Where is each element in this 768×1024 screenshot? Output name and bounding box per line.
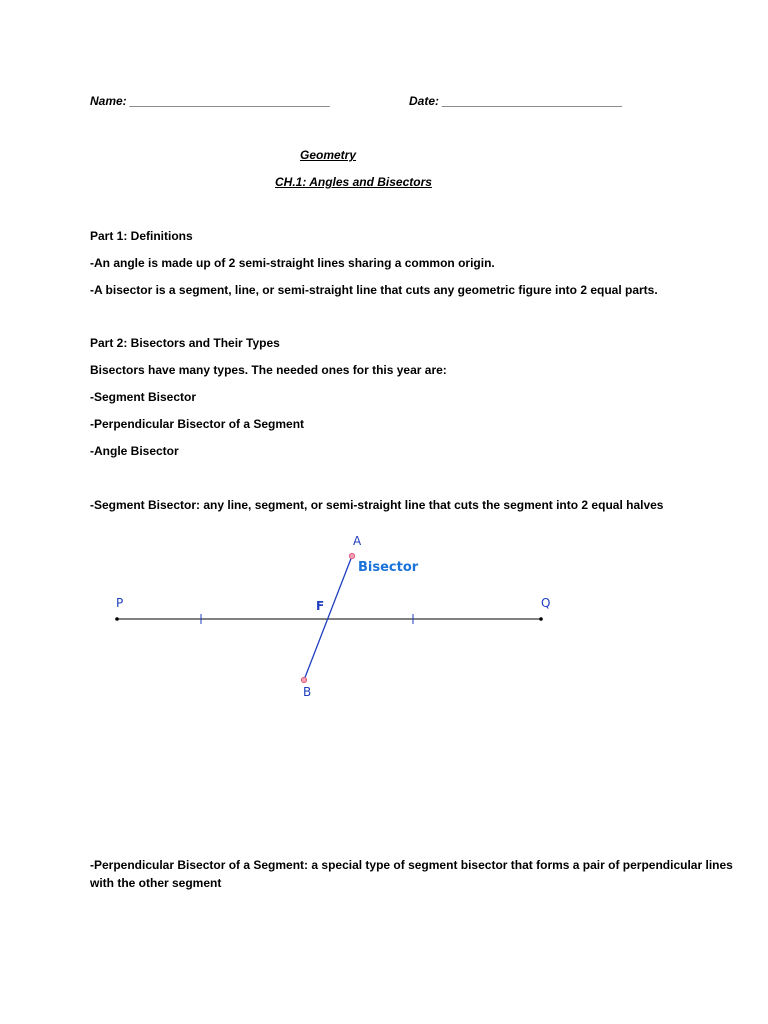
name-blank: ______________________________	[130, 94, 331, 108]
label-p: P	[116, 596, 124, 610]
chapter-title: CH.1: Angles and Bisectors	[275, 175, 432, 189]
bisector-line-ab	[304, 556, 352, 680]
endpoint-a	[349, 553, 354, 558]
perpendicular-bisector-definition-line1: -Perpendicular Bisector of a Segment: a special type of segment bisector that forms a pair of perpendicular lines	[90, 858, 733, 872]
endpoint-q	[539, 617, 543, 621]
part1-heading: Part 1: Definitions	[90, 229, 193, 243]
endpoint-p	[115, 617, 119, 621]
type-segment-bisector: -Segment Bisector	[90, 390, 197, 404]
label-f: F	[316, 599, 325, 613]
label-a: A	[353, 534, 362, 548]
date-label: Date:	[409, 94, 440, 108]
bisector-label: Bisector	[358, 560, 419, 575]
subject-title: Geometry	[300, 148, 357, 162]
label-b: B	[303, 685, 312, 699]
part2-intro: Bisectors have many types. The needed ones for this year are:	[90, 363, 447, 377]
part2-heading: Part 2: Bisectors and Their Types	[90, 336, 280, 350]
segment-bisector-definition: -Segment Bisector: any line, segment, or semi-straight line that cuts the segment into 2 equal halves	[90, 498, 664, 512]
label-q: Q	[541, 596, 551, 610]
endpoint-b	[301, 677, 306, 682]
type-angle-bisector: -Angle Bisector	[90, 444, 179, 458]
angle-definition: -An angle is made up of 2 semi-straight lines sharing a common origin.	[90, 256, 495, 270]
name-label: Name:	[90, 94, 127, 108]
type-perpendicular-bisector: -Perpendicular Bisector of a Segment	[90, 417, 305, 431]
bisector-definition: -A bisector is a segment, line, or semi-straight line that cuts any geometric figure into 2 equal parts.	[90, 283, 658, 297]
date-blank: ___________________________	[442, 94, 623, 108]
perpendicular-bisector-definition-line2: with the other segment	[90, 876, 222, 890]
